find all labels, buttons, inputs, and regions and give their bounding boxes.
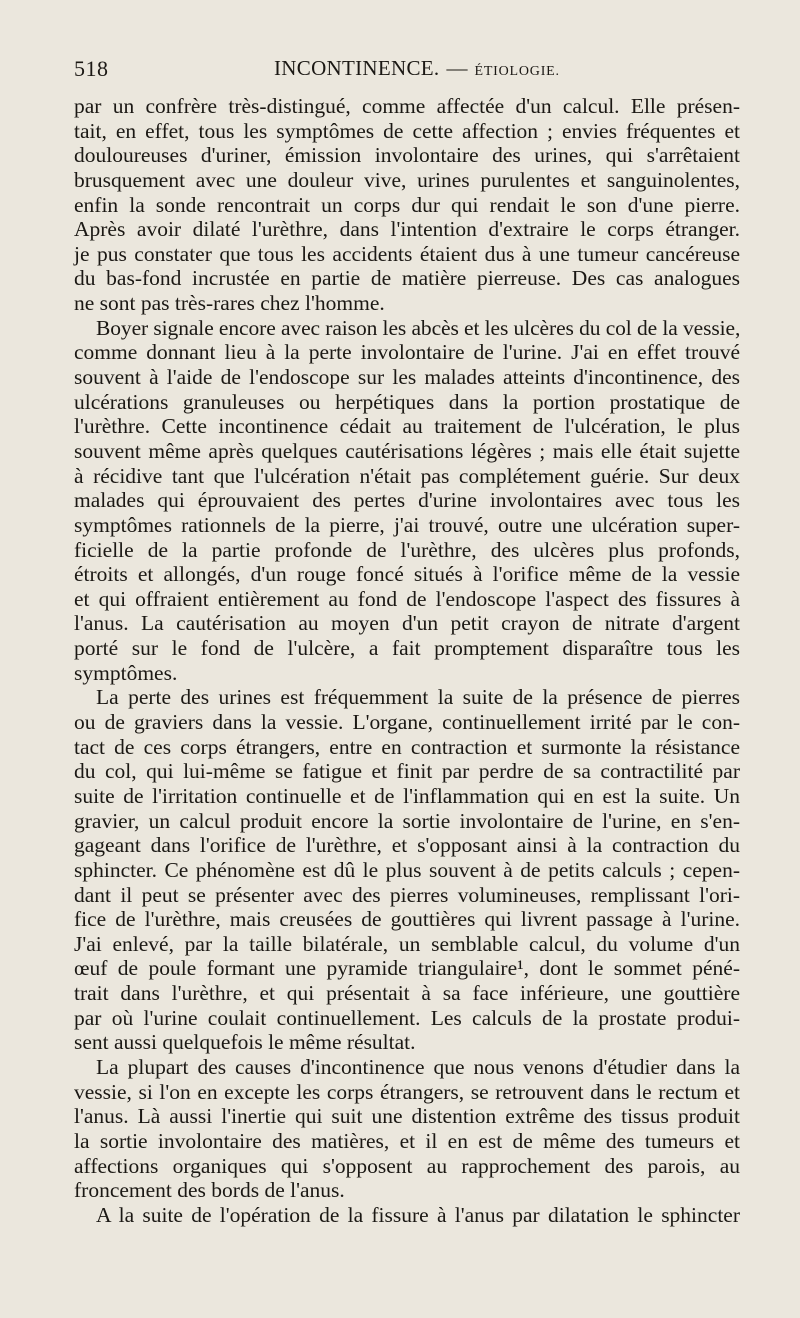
text-line: œuf de poule formant une pyramide triangulaire¹, dont le sommet péné- <box>74 956 740 981</box>
text-line: ou de graviers dans la vessie. L'organe, continuellement irrité par le con- <box>74 710 740 735</box>
text-line: ne sont pas très-rares chez l'homme. <box>74 291 385 316</box>
text-line: suite de l'irritation continuelle et de l'inflammation qui en est la suite. Un <box>74 783 740 808</box>
text-line: ulcérations granuleuses ou herpétiques dans la portion prostatique de <box>74 389 740 414</box>
text-line: affections organiques qui s'opposent au rapprochement des parois, au <box>74 1153 740 1178</box>
text-line: symptômes rationnels de la pierre, j'ai trouvé, outre une ulcération super- <box>74 512 740 537</box>
text-line: brusquement avec une douleur vive, urines purulentes et sanguinolentes, <box>74 167 740 192</box>
text-line: gravier, un calcul produit encore la sortie involontaire de l'urine, en s'en- <box>74 808 740 833</box>
running-head-title: INCONTINENCE. <box>274 56 440 80</box>
text-line: et qui offraient entièrement au fond de l'endoscope l'aspect des fissures à <box>74 586 740 611</box>
text-line: Après avoir dilaté l'urèthre, dans l'intention d'extraire le corps étranger. <box>74 217 740 242</box>
text-line: l'anus. La cautérisation au moyen d'un petit crayon de nitrate d'argent <box>74 611 740 636</box>
running-head <box>274 56 560 81</box>
text-line: vessie, si l'on en excepte les corps étrangers, se retrouvent dans le rectum et <box>74 1079 740 1104</box>
text-line: souvent à l'aide de l'endoscope sur les malades atteints d'incontinence, des <box>74 365 740 390</box>
text-line: trait dans l'urèthre, et qui présentait à sa face inférieure, une gouttière <box>74 981 740 1006</box>
text-line: symptômes. <box>74 660 178 685</box>
text-line: La plupart des causes d'incontinence que nous venons d'étudier dans la <box>96 1054 740 1079</box>
text-line: tait, en effet, tous les symptômes de cette affection ; envies fréquentes et <box>74 118 740 143</box>
page-header <box>74 56 740 90</box>
text-line: malades qui éprouvaient des pertes d'urine involontaires avec tous les <box>74 488 740 513</box>
text-line: Boyer signale encore avec raison les abcès et les ulcères du col de la vessie, <box>96 315 741 340</box>
text-line: je pus constater que tous les accidents étaient dus à une tumeur cancéreuse <box>74 241 740 266</box>
text-line: par un confrère très-distingué, comme affectée d'un calcul. Elle présen- <box>74 94 740 118</box>
text-line: gageant dans l'orifice de l'urèthre, et s'opposant ainsi à la contraction du <box>74 833 740 858</box>
text-line: douloureuses d'uriner, émission involontaire des urines, qui s'arrêtaient <box>74 143 740 168</box>
text-line: dant il peut se présenter avec des pierres volumineuses, remplissant l'ori- <box>74 882 740 907</box>
text-line: La perte des urines est fréquemment la suite de la présence de pierres <box>96 685 740 710</box>
text-line: tact de ces corps étrangers, entre en contraction et surmonte la résistance <box>74 734 740 759</box>
text-line: du bas-fond incrustée en partie de matière pierreuse. Des cas analogues <box>74 266 740 291</box>
running-head-section: ÉTIOLOGIE. <box>474 64 560 79</box>
text-line: sphincter. Ce phénomène est dû le plus souvent à de petits calculs ; cepen- <box>74 857 740 882</box>
text-line: sent aussi quelquefois le même résultat. <box>74 1030 416 1055</box>
text-line: comme donnant lieu à la perte involontaire de l'urine. J'ai en effet trouvé <box>74 340 740 365</box>
text-line: l'anus. Là aussi l'inertie qui suit une distention extrême des tissus produit <box>74 1104 740 1129</box>
text-line: l'urèthre. Cette incontinence cédait au traitement de l'ulcération, le plus <box>74 414 740 439</box>
text-line: souvent même après quelques cautérisations légères ; mais elle était sujette <box>74 438 740 463</box>
text-line: froncement des bords de l'anus. <box>74 1178 345 1203</box>
page-number: 518 <box>74 56 109 81</box>
text-line: enfin la sonde rencontrait un corps dur qui rendait le son d'une pierre. <box>74 192 740 217</box>
text-line: par où l'urine coulait continuellement. Les calculs de la prostate produi- <box>74 1005 740 1030</box>
text-line: la sortie involontaire des matières, et il en est de même des tumeurs et <box>74 1128 740 1153</box>
body-text <box>74 94 740 1227</box>
text-line: porté sur le fond de l'ulcère, a fait promptement disparaître tous les <box>74 636 740 661</box>
text-line: étroits et allongés, d'un rouge foncé situés à l'orifice même de la vessie <box>74 562 740 587</box>
text-line: à récidive tant que l'ulcération n'était pas complétement guérie. Sur deux <box>74 463 740 488</box>
text-line: du col, qui lui-même se fatigue et finit par perdre de sa contractilité par <box>74 759 740 784</box>
text-line: fice de l'urèthre, mais creusées de gouttières qui livrent passage à l'urine. <box>74 907 740 932</box>
text-line: J'ai enlevé, par la taille bilatérale, un semblable calcul, du volume d'un <box>74 931 740 956</box>
running-head-separator: — <box>446 56 468 80</box>
text-line: A la suite de l'opération de la fissure à l'anus par dilatation le sphincter <box>96 1202 740 1227</box>
text-line: ficielle de la partie profonde de l'urèthre, des ulcères plus profonds, <box>74 537 740 562</box>
